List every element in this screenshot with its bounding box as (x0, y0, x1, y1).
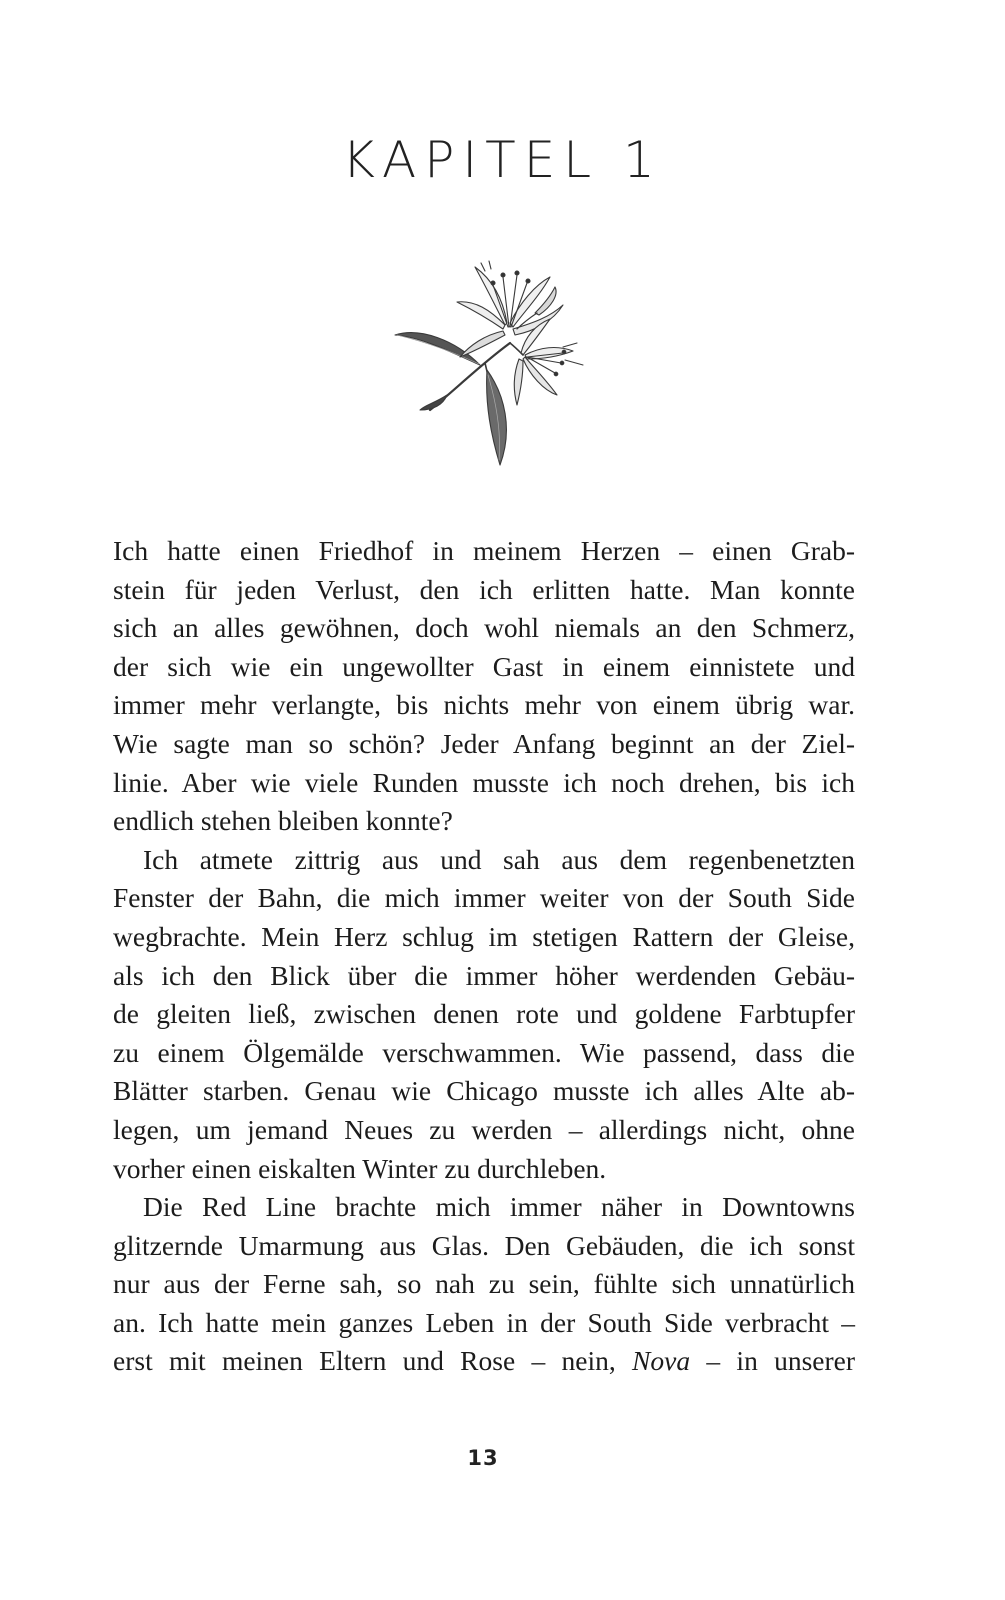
text-line: legen, um jemand Neues zu werden – allerdings nicht, ohne (113, 1113, 855, 1145)
emphasized-name: Nova (632, 1345, 691, 1377)
text-line: als ich den Blick über die immer höher werdenden Gebäu- (113, 959, 855, 991)
chapter-body-text (113, 532, 855, 1381)
text-line: Wie sagte man so schön? Jeder Anfang beginnt an der Ziel- (113, 727, 855, 759)
text-line: an. Ich hatte mein ganzes Leben in der South Side verbracht – (113, 1306, 855, 1338)
text-segment: – in unserer (706, 1345, 856, 1377)
text-line: wegbrachte. Mein Herz schlug im stetigen Rattern der Gleise, (113, 920, 855, 952)
text-line: endlich stehen bleiben konnte? (113, 805, 453, 837)
text-line: linie. Aber wie viele Runden musste ich noch drehen, bis ich (113, 766, 855, 798)
text-line: immer mehr verlangte, bis nichts mehr von einem übrig war. (113, 689, 855, 721)
text-line: Fenster der Bahn, die mich immer weiter von der South Side (113, 882, 855, 914)
text-line: sich an alles gewöhnen, doch wohl niemals an den Schmerz, (113, 612, 855, 644)
chapter-title: KAPITEL 1 (342, 131, 663, 189)
text-segment: erst mit meinen Eltern und Rose – nein, (113, 1345, 616, 1377)
page-number: 13 (467, 1446, 499, 1470)
text-line: stein für jeden Verlust, den ich erlitten hatte. Man konnte (113, 573, 855, 605)
text-line: nur aus der Ferne sah, so nah zu sein, fühlte sich unnatürlich (113, 1268, 855, 1300)
text-line: Ich hatte einen Friedhof in meinem Herzen – einen Grab- (113, 535, 855, 566)
text-line-final (113, 1342, 855, 1381)
text-line: glitzernde Umarmung aus Glas. Den Gebäuden, die ich sonst (113, 1229, 855, 1261)
text-line: der sich wie ein ungewollter Gast in einem einnistete und (113, 650, 855, 682)
text-line: vorher einen eiskalten Winter zu durchleben. (113, 1152, 607, 1184)
text-line: zu einem Ölgemälde verschwammen. Wie passend, dass die (113, 1036, 855, 1068)
text-line: Blätter starben. Genau wie Chicago musste ich alles Alte ab- (113, 1075, 855, 1107)
text-line: Ich atmete zittrig aus und sah aus dem regenbenetzten (143, 843, 855, 875)
lily-flower-icon (385, 255, 600, 470)
text-line: de gleiten ließ, zwischen denen rote und goldene Farbtupfer (113, 998, 855, 1030)
text-line: Die Red Line brachte mich immer näher in Downtowns (143, 1191, 855, 1223)
